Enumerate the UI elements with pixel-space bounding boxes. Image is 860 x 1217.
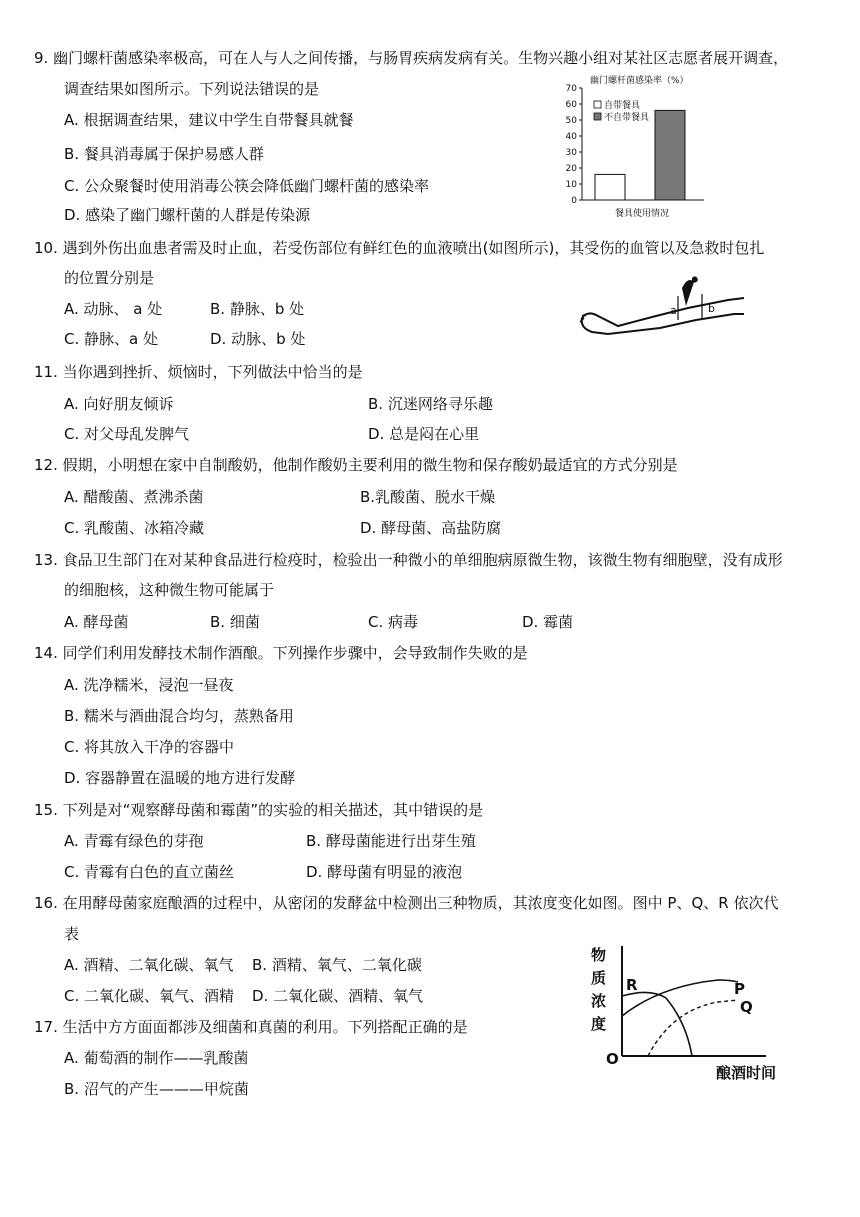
q10-stem-cont: 的位置分别是 bbox=[64, 269, 155, 287]
leg-outline bbox=[582, 298, 744, 326]
bar-own-utensils bbox=[595, 174, 625, 200]
legend-swatch-no-own-utensils bbox=[594, 113, 601, 120]
q17-option-b[interactable]: B. 沼气的产生———甲烷菌 bbox=[64, 1080, 249, 1098]
q10-option-a[interactable]: A. 动脉、 a 处 bbox=[64, 300, 163, 318]
q16-option-a[interactable]: A. 酒精、二氧化碳、氧气 bbox=[64, 956, 234, 974]
series-r-label: R bbox=[626, 976, 638, 994]
q10-option-b[interactable]: B. 静脉、b 处 bbox=[210, 300, 305, 318]
q15-option-a[interactable]: A. 青霉有绿色的芽孢 bbox=[64, 832, 204, 850]
leg-outline-lower bbox=[582, 314, 744, 334]
q9-stem: 9. 幽门螺杆菌感染率极高，可在人与人之间传播，与肠胃疾病发病有关。生物兴趣小组对某社区志愿者展开调查， bbox=[34, 49, 789, 67]
y-tick-label: 50 bbox=[565, 116, 577, 126]
q15-option-d[interactable]: D. 酵母菌有明显的液泡 bbox=[306, 863, 463, 881]
q11-option-c[interactable]: C. 对父母乱发脾气 bbox=[64, 425, 190, 443]
q12-option-c[interactable]: C. 乳酸菌、冰箱冷藏 bbox=[64, 519, 205, 537]
q13-stem-cont: 的细胞核，这种微生物可能属于 bbox=[64, 581, 275, 599]
x-axis-label: 酿酒时间 bbox=[716, 1064, 777, 1082]
q16-stem: 16. 在用酵母菌家庭酿酒的过程中，从密闭的发酵盆中检测出三种物质，其浓度变化如图。图中 P、Q、R 依次代 bbox=[34, 894, 779, 912]
legend-label-no-own-utensils: 不自带餐具 bbox=[604, 113, 650, 123]
q13-option-d[interactable]: D. 霉菌 bbox=[522, 613, 574, 631]
y-tick-label: 60 bbox=[565, 100, 577, 110]
q9-option-b[interactable]: B. 餐具消毒属于保护易感人群 bbox=[64, 145, 264, 163]
q10-stem: 10. 遇到外伤出血患者需及时止血，若受伤部位有鲜红色的血液喷出(如图所示)，其受伤的血管以及急救时包扎 bbox=[34, 239, 765, 257]
q16-option-b[interactable]: B. 酒精、氧气、二氧化碳 bbox=[252, 956, 422, 974]
origin-label: O bbox=[606, 1050, 619, 1068]
q12-option-b[interactable]: B.乳酸菌、脱水干燥 bbox=[360, 488, 496, 506]
y-axis-label-char-1: 物 bbox=[591, 946, 607, 964]
q17-option-a[interactable]: A. 葡萄酒的制作——乳酸菌 bbox=[64, 1049, 249, 1067]
y-tick-label: 70 bbox=[565, 84, 577, 94]
q11-option-b[interactable]: B. 沉迷网络寻乐趣 bbox=[368, 395, 493, 413]
q10-option-c[interactable]: C. 静脉、a 处 bbox=[64, 330, 158, 348]
y-tick-label: 20 bbox=[565, 164, 577, 174]
concentration-line-chart bbox=[588, 938, 798, 1086]
y-axis-label-char-2: 质 bbox=[591, 969, 607, 987]
x-axis-title: 餐具使用情况 bbox=[614, 209, 670, 219]
q9-stem-cont: 调查结果如图所示。下列说法错误的是 bbox=[64, 80, 320, 98]
q12-option-d[interactable]: D. 酵母菌、高盐防腐 bbox=[360, 519, 502, 537]
q9-option-c[interactable]: C. 公众聚餐时使用消毒公筷会降低幽门螺杆菌的感染率 bbox=[64, 177, 430, 195]
bar-no-own-utensils bbox=[655, 110, 685, 200]
q11-option-d[interactable]: D. 总是闷在心里 bbox=[368, 425, 480, 443]
q13-option-c[interactable]: C. 病毒 bbox=[368, 613, 419, 631]
bleeding-leg-figure bbox=[578, 272, 748, 344]
series-p-curve bbox=[622, 980, 738, 1016]
q14-stem: 14. 同学们利用发酵技术制作酒酿。下列操作步骤中，会导致制作失败的是 bbox=[34, 644, 528, 662]
q11-stem: 11. 当你遇到挫折、烦恼时，下列做法中恰当的是 bbox=[34, 363, 363, 381]
y-tick-label: 30 bbox=[565, 148, 577, 158]
infection-rate-bar-chart bbox=[560, 72, 720, 220]
q15-stem: 15. 下列是对“观察酵母菌和霉菌”的实验的相关描述，其中错误的是 bbox=[34, 801, 484, 819]
q14-option-c[interactable]: C. 将其放入干净的容器中 bbox=[64, 738, 235, 756]
blood-spurt-drop bbox=[692, 276, 698, 282]
q13-stem: 13. 食品卫生部门在对某种食品进行检疫时，检验出一种微小的单细胞病原微生物，该微生物有细胞壁，没有成形 bbox=[34, 551, 783, 569]
legend-label-own-utensils: 自带餐具 bbox=[604, 101, 641, 111]
q15-option-b[interactable]: B. 酵母菌能进行出芽生殖 bbox=[306, 832, 476, 850]
series-q-curve bbox=[648, 1000, 738, 1056]
q14-option-d[interactable]: D. 容器静置在温暖的地方进行发酵 bbox=[64, 769, 296, 787]
y-axis-label-char-4: 度 bbox=[591, 1015, 607, 1033]
q14-option-b[interactable]: B. 糯米与酒曲混合均匀，蒸熟备用 bbox=[64, 707, 294, 725]
q14-option-a[interactable]: A. 洗净糯米，浸泡一昼夜 bbox=[64, 676, 234, 694]
q15-option-c[interactable]: C. 青霉有白色的直立菌丝 bbox=[64, 863, 235, 881]
y-tick-label: 10 bbox=[565, 180, 577, 190]
q9-option-a[interactable]: A. 根据调查结果，建议中学生自带餐具就餐 bbox=[64, 111, 354, 129]
q17-stem: 17. 生活中方方面面都涉及细菌和真菌的利用。下列搭配正确的是 bbox=[34, 1018, 468, 1036]
series-q-label: Q bbox=[740, 998, 753, 1016]
q12-option-a[interactable]: A. 醋酸菌、煮沸杀菌 bbox=[64, 488, 204, 506]
series-r-curve bbox=[622, 992, 692, 1056]
foot-toes bbox=[580, 314, 586, 322]
q11-option-a[interactable]: A. 向好朋友倾诉 bbox=[64, 395, 174, 413]
label-b: b bbox=[708, 302, 715, 315]
blood-spurt bbox=[682, 280, 694, 306]
q16-option-d[interactable]: D. 二氧化碳、酒精、氧气 bbox=[252, 987, 424, 1005]
series-p-label: P bbox=[734, 980, 745, 998]
y-axis-title: 幽门螺杆菌感染率（%） bbox=[590, 76, 689, 86]
label-a: a bbox=[670, 304, 677, 317]
legend-swatch-own-utensils bbox=[594, 101, 601, 108]
y-tick-label: 40 bbox=[565, 132, 577, 142]
q13-option-b[interactable]: B. 细菌 bbox=[210, 613, 260, 631]
q10-option-d[interactable]: D. 动脉、b 处 bbox=[210, 330, 306, 348]
y-tick-label: 0 bbox=[571, 196, 577, 206]
y-axis-label-char-3: 浓 bbox=[591, 992, 607, 1010]
q13-option-a[interactable]: A. 酵母菌 bbox=[64, 613, 129, 631]
q16-stem-cont: 表 bbox=[64, 925, 80, 943]
q9-option-d[interactable]: D. 感染了幽门螺杆菌的人群是传染源 bbox=[64, 206, 311, 224]
q16-option-c[interactable]: C. 二氧化碳、氧气、酒精 bbox=[64, 987, 235, 1005]
q12-stem: 12. 假期，小明想在家中自制酸奶，他制作酸奶主要利用的微生物和保存酸奶最适宜的方式分别是 bbox=[34, 456, 678, 474]
